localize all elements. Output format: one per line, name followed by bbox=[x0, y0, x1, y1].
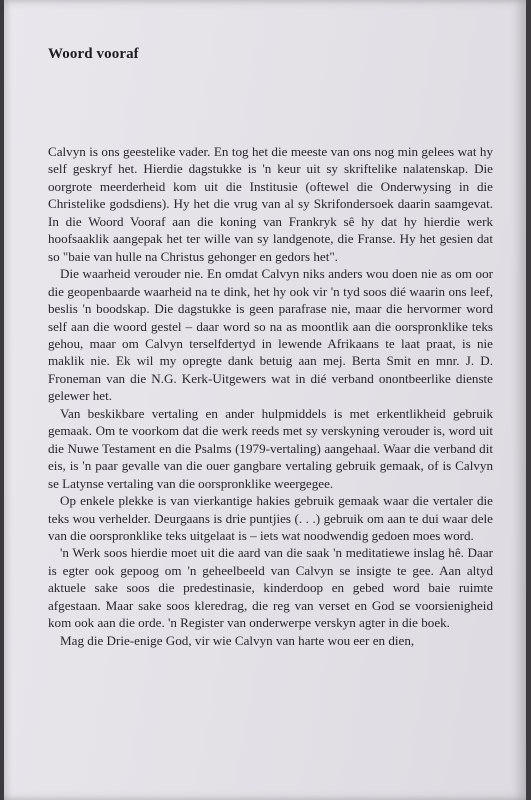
paragraph: Calvyn is ons geestelike vader. En tog het die meeste van ons nog min gelees wat hy self geskryf het. Hierdie dagstukke is 'n keur uit sy skriftelike nalatenskap. Die oorgrote meerderheid kom uit die Institusie (oftewel die Onderwysing in die Christelike godsdiens). Hy het die vrug van al sy Skrifondersoek daarin saamgevat. In die Woord Vooraf aan die koning van Frankryk sê hy dat hy hierdie werk hoofsaaklik aangepak het ter wille van sy landgenote, die Franse. Hy het gesien dat so "baie van hulle na Christus gehonger en gedors het". bbox=[48, 144, 493, 264]
book-page bbox=[4, 0, 526, 800]
paragraph: Mag die Drie-enige God, vir wie Calvyn van harte wou eer en dien, bbox=[60, 632, 415, 648]
paragraph: Van beskikbare vertaling en ander hulpmiddels is met erkentlikheid gebruik gemaak. Om te voorkom dat die werk reeds met sy verskyning verouder is, word uit die Nuwe Testament en die Psalms (1979-vertaling) aangehaal. Waar die verband dit eis, is 'n paar gevalle van die ouer gangbare vertaling gebruik gemaak, of is Calvyn se Latynse vertaling van die oorspronklike weergegee. bbox=[48, 405, 493, 491]
paragraph: Die waarheid verouder nie. En omdat Calvyn niks anders wou doen nie as om oor die geopenbaarde waarheid na te dink, het hy ook vir 'n tyd soos dié waarin ons leef, beslis 'n boodskap. Die dagstukke is geen parafrase nie, maar die hervormer word self aan die woord gestel – daar word so na as moontlik aan die oorspronklike teks gehou, maar om Calvyn terselfdertyd in lewende Afrikaans te laat praat, is nie maklik nie. Ek wil my opregte dank betuig aan mej. Berta Smit en mnr. J. D. Froneman van die N.G. Kerk-Uitgewers wat in dié verband onontbeerlike dienste gelewer het. bbox=[48, 266, 493, 404]
body-text bbox=[48, 143, 493, 649]
paragraph: Op enkele plekke is van vierkantige hakies gebruik gemaak waar die vertaler die teks wou verhelder. Deurgaans is drie puntjies (. . .) gebruik om aan te dui waar dele van die oorspronklike teks uitgelaat is – iets wat noodwendig gedoen moes word. bbox=[48, 493, 493, 543]
paragraph: 'n Werk soos hierdie moet uit die aard van die saak 'n meditatiewe inslag hê. Daar is egter ook gepoog om 'n geheelbeeld van Calvyn se insigte te gee. Aan altyd aktuele sake soos die predestinasie, kinderdoop en gebed word baie ruimte afgestaan. Maar sake soos kleredrag, die reg van verset en God se voorsienigheid kom ook aan die orde. 'n Register van onderwerpe verskyn agter in die boek. bbox=[48, 545, 493, 631]
page-title: Woord vooraf bbox=[48, 46, 139, 62]
